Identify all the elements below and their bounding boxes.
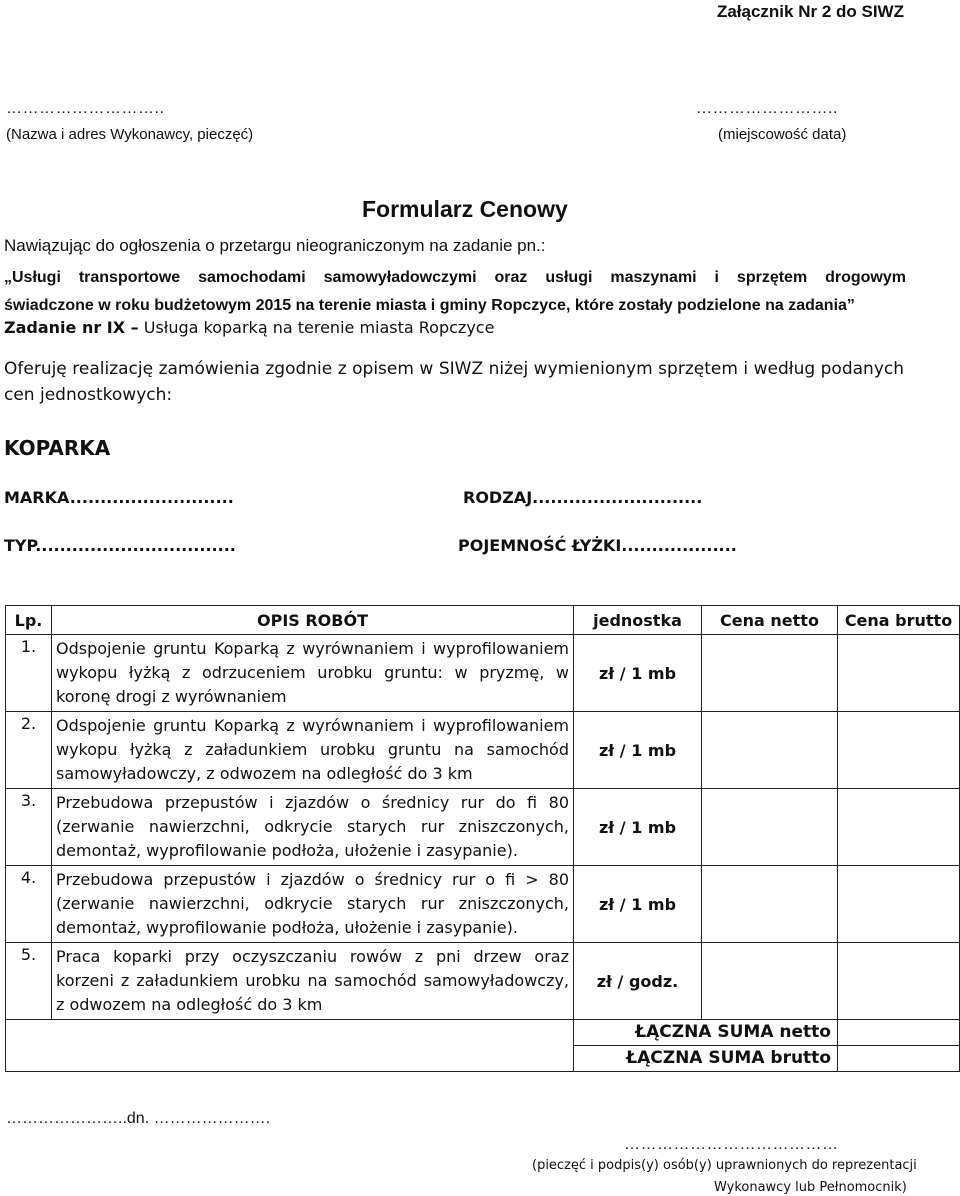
signature-caption-1: (pieczęć i podpis(y) osób(y) uprawnionych do reprezentacji xyxy=(532,1158,917,1173)
equipment-heading: KOPARKA xyxy=(4,436,111,460)
table-row xyxy=(6,789,960,866)
row-gross-price-cell[interactable] xyxy=(838,789,960,866)
row-gross-price-cell[interactable] xyxy=(838,866,960,943)
task-text: Usługa koparką na terenie miasta Ropczyce xyxy=(138,318,495,337)
task-label: Zadanie nr IX – xyxy=(4,318,139,337)
sum-net-row xyxy=(6,1020,960,1046)
table-row xyxy=(6,943,960,1020)
contractor-caption: (Nazwa i adres Wykonawcy, pieczęć) xyxy=(6,126,254,143)
row-lp: 4. xyxy=(6,866,52,943)
row-description: Odspojenie gruntu Koparką z wyrównaniem i wyprofilowaniem wykopu łyżką z odrzuceniem urobku gruntu: w pryzmę, w koronę drogi z wyrównaniem xyxy=(52,635,574,712)
type-field[interactable]: TYP................................. xyxy=(4,536,236,555)
date-line: …………………..dn. …………………. xyxy=(6,1110,271,1127)
table-row xyxy=(6,635,960,712)
bucket-capacity-field[interactable]: POJEMNOŚĆ ŁYŻKI................... xyxy=(458,536,737,555)
subject-line-2: świadczone w roku budżetowym 2015 na terenie miasta i gminy Ropczyce, które zostały podzielone na zadania” xyxy=(4,297,855,314)
sum-gross-value-cell[interactable] xyxy=(838,1046,960,1072)
header-description: OPIS ROBÓT xyxy=(52,606,574,635)
sum-gross-row xyxy=(6,1046,960,1072)
sum-net-value-cell[interactable] xyxy=(838,1020,960,1046)
page-title: Formularz Cenowy xyxy=(362,196,568,222)
row-unit: zł / 1 mb xyxy=(574,789,702,866)
contractor-dots: ……………………….. xyxy=(6,100,165,117)
place-date-caption: (miejscowość data) xyxy=(718,126,847,143)
date-dots: …………………….. xyxy=(696,100,838,117)
header-lp: Lp. xyxy=(6,606,52,635)
header-unit: jednostka xyxy=(574,606,702,635)
row-unit: zł / 1 mb xyxy=(574,635,702,712)
header-net-price: Cena netto xyxy=(702,606,838,635)
sum-spacer xyxy=(6,1020,574,1046)
row-description: Odspojenie gruntu Koparką z wyrównaniem i wyprofilowaniem wykopu łyżką z załadunkiem urobku gruntu na samochód samowyładowczy, z odwozem na odległość do 3 km xyxy=(52,712,574,789)
row-unit: zł / 1 mb xyxy=(574,866,702,943)
row-gross-price-cell[interactable] xyxy=(838,943,960,1020)
row-description: Praca koparki przy oczyszczaniu rowów z pni drzew oraz korzeni z załadunkiem urobku na samochód samowyładowczy, z odwozem na odległość do 3 km xyxy=(52,943,574,1020)
row-lp: 3. xyxy=(6,789,52,866)
row-lp: 1. xyxy=(6,635,52,712)
offer-text: Oferuję realizację zamówienia zgodnie z opisem w SIWZ niżej wymienionym sprzętem i według podanych cen jednostkowych: xyxy=(4,359,904,405)
row-gross-price-cell[interactable] xyxy=(838,712,960,789)
row-description: Przebudowa przepustów i zjazdów o średnicy rur do fi 80 (zerwanie nawierzchni, odkrycie starych rur zniszczonych, demontaż, wyprofilowanie podłoża, ułożenie i zasypanie). xyxy=(52,789,574,866)
intro-text: Nawiązując do ogłoszenia o przetargu nieograniczonym na zadanie pn.: xyxy=(4,236,546,255)
signature-caption-2: Wykonawcy lub Pełnomocnik) xyxy=(714,1180,907,1195)
price-table xyxy=(5,605,960,1072)
row-net-price-cell[interactable] xyxy=(702,943,838,1020)
subject-line-1: „Usługi transportowe samochodami samowyładowczymi oraz usługi maszynami i sprzętem drogowym xyxy=(4,269,906,286)
row-unit: zł / godz. xyxy=(574,943,702,1020)
sum-gross-label: ŁĄCZNA SUMA brutto xyxy=(574,1046,838,1072)
signature-dots: ………………………………… xyxy=(624,1136,839,1153)
row-lp: 5. xyxy=(6,943,52,1020)
row-gross-price-cell[interactable] xyxy=(838,635,960,712)
row-net-price-cell[interactable] xyxy=(702,866,838,943)
table-row xyxy=(6,866,960,943)
sum-spacer xyxy=(6,1046,574,1072)
row-net-price-cell[interactable] xyxy=(702,635,838,712)
header-gross-price: Cena brutto xyxy=(838,606,960,635)
annex-label: Załącznik Nr 2 do SIWZ xyxy=(716,2,904,21)
row-description: Przebudowa przepustów i zjazdów o średnicy rur o fi > 80 (zerwanie nawierzchni, odkrycie starych rur zniszczonych, demontaż, wyprofilowanie podłoża, ułożenie i zasypanie). xyxy=(52,866,574,943)
row-net-price-cell[interactable] xyxy=(702,789,838,866)
table-row xyxy=(6,712,960,789)
sum-net-label: ŁĄCZNA SUMA netto xyxy=(574,1020,838,1046)
table-header-row xyxy=(6,606,960,635)
kind-field[interactable]: RODZAJ............................ xyxy=(463,488,703,507)
task-line xyxy=(4,318,494,337)
brand-field[interactable]: MARKA........................... xyxy=(4,488,234,507)
row-unit: zł / 1 mb xyxy=(574,712,702,789)
subject-text xyxy=(4,264,906,320)
row-net-price-cell[interactable] xyxy=(702,712,838,789)
row-lp: 2. xyxy=(6,712,52,789)
